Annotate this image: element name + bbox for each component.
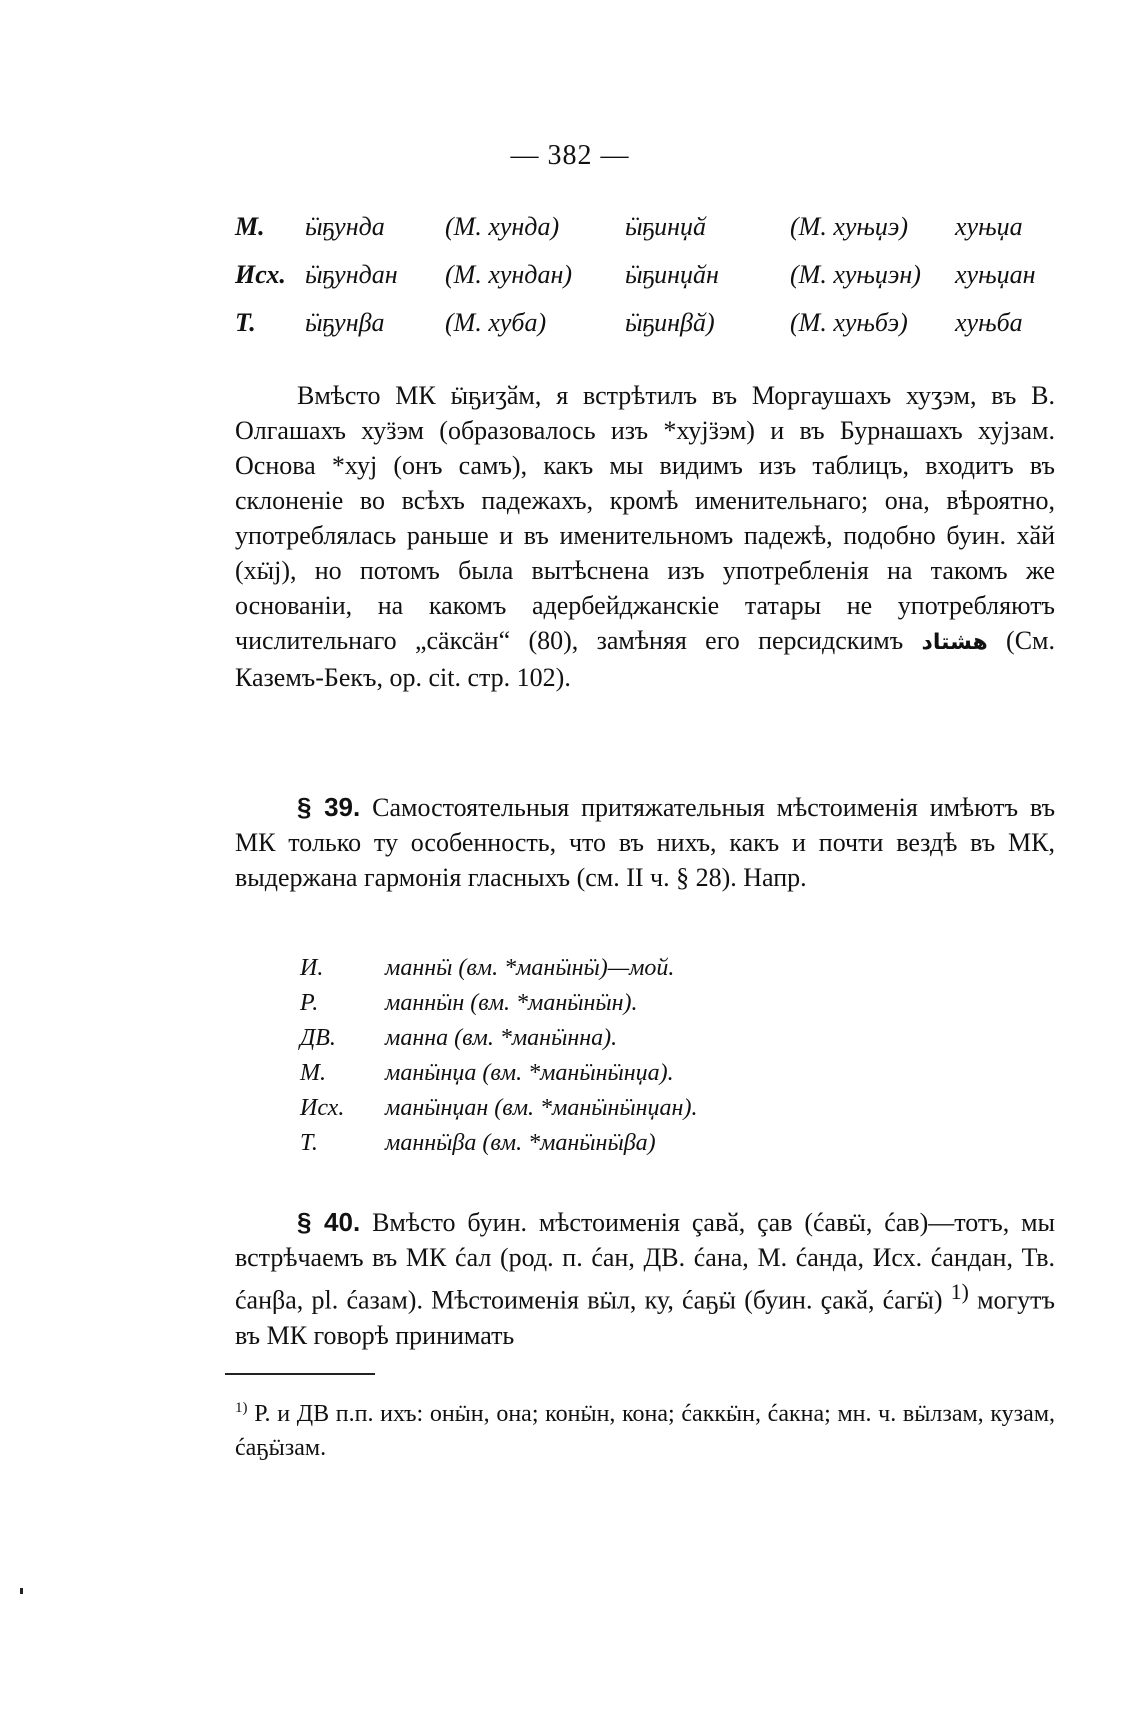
v-form: хуњџан bbox=[955, 260, 1036, 289]
m-form: (М. хуба) bbox=[445, 308, 547, 337]
m-form-2: (М. хуњбэ) bbox=[790, 308, 908, 337]
paragraph-1 bbox=[235, 378, 1055, 695]
mk-form: ӹҕунда bbox=[305, 212, 385, 241]
list-item bbox=[300, 955, 1000, 990]
section-40-text: Вмѣсто буин. мѣстоименія çавӑ, çав (ćавӹ, ćав)—тотъ, мы встрѣчаемъ въ МК ćал (род. п. ćан, ДВ. ćана, М. ćанда, Исх. ćандан, Тв. ćанβа, pl. ćазам). Мѣстоименія вӹл, ку, ćаҕӹ (буин. çакӑ, ćагӹ) bbox=[235, 1208, 1056, 1315]
case-label: Исх. bbox=[235, 260, 286, 289]
mk-form: ӹҕундан bbox=[305, 260, 398, 289]
mk-form-2: ӹҕинβӑ) bbox=[625, 308, 715, 337]
example-form: манӹнџан (вм. *манӹнӹнџан). bbox=[385, 1095, 698, 1121]
example-case: ДВ. bbox=[300, 1025, 336, 1051]
list-item bbox=[300, 1130, 1000, 1165]
example-case: И. bbox=[300, 955, 324, 981]
footnote bbox=[235, 1391, 1055, 1465]
scan-speck bbox=[20, 1588, 23, 1594]
footnote-reference: 1) bbox=[950, 1280, 969, 1304]
page-number: — 382 — bbox=[510, 140, 630, 171]
list-item bbox=[300, 1060, 1000, 1095]
example-form: маннӹн (вм. *манӹнӹн). bbox=[385, 990, 638, 1016]
paragraph-1-end: (См. Каземъ-Бекъ, op. cit. стр. 102). bbox=[235, 626, 1055, 692]
example-case: Исх. bbox=[300, 1095, 345, 1121]
example-form: манӹнџа (вм. *манӹнӹнџа). bbox=[385, 1060, 674, 1086]
footnote-divider bbox=[225, 1373, 375, 1375]
example-form: манна (вм. *манӹнна). bbox=[385, 1025, 618, 1051]
section-39-text: Самостоятельныя притяжательныя мѣстоименія имѣютъ въ МК только ту особенность, что въ нихъ, какъ и почти вездѣ въ МК, выдержана гармонія гласныхъ (см. II ч. § 28). Напр. bbox=[235, 793, 1056, 892]
example-case: М. bbox=[300, 1060, 326, 1086]
table-row bbox=[235, 308, 1055, 356]
example-form: маннӹβа (вм. *манӹнӹβа) bbox=[385, 1130, 656, 1156]
case-label: Т. bbox=[235, 308, 256, 337]
section-40-paragraph bbox=[235, 1205, 1055, 1353]
m-form-2: (М. хуњџэ) bbox=[790, 212, 909, 241]
mk-form-2: ӹҕинџӑ bbox=[625, 212, 707, 241]
footnote-mark: 1) bbox=[235, 1400, 248, 1416]
declension-table bbox=[235, 212, 1055, 356]
list-item bbox=[300, 1095, 1000, 1130]
list-item bbox=[300, 1025, 1000, 1060]
m-form-2: (М. хуњџэн) bbox=[790, 260, 921, 289]
example-case: Т. bbox=[300, 1130, 318, 1156]
v-form: хуњџа bbox=[955, 212, 1023, 241]
footnote-text: Р. и ДВ п.п. ихъ: онӹн, она; конӹн, кона; ćаккӹн, ćакна; мн. ч. вӹлзам, кузам, ćаҕӹзам. bbox=[235, 1401, 1056, 1461]
arabic-word: هشتاد bbox=[921, 630, 988, 655]
section-39-mark: § 39. bbox=[297, 792, 361, 822]
mk-form: ӹҕунβа bbox=[305, 308, 385, 337]
section-40-text-end: могутъ въ МК говорѣ принимать bbox=[235, 1285, 1055, 1350]
table-row bbox=[235, 212, 1055, 260]
mk-form-2: ӹҕинџӑн bbox=[625, 260, 719, 289]
example-list bbox=[300, 955, 1000, 1165]
paragraph-1-text: Вмѣсто МК ӹҕиӡӑм, я встрѣтилъ въ Моргаушахъ хуӡэм, въ В. Олгашахъ хуӟэм (образовалось изъ *хујӟэм) и въ Бурнашахъ хујзам. Основа *хуј (онъ самъ), какъ мы видимъ изъ таблицъ, входитъ въ склоненіе во всѣхъ падежахъ, кромѣ именительнаго; она, вѣроятно, употреблялась раньше и въ именительномъ падежѣ, подобно буин. хӑй (хӹј), но потомъ была вытѣснена изъ употребленія на такомъ же основаніи, на какомъ адербейджанскіе татары не употребляютъ числительнаго „сäксäн“ (80), замѣняя его персидскимъ bbox=[235, 381, 1055, 655]
section-39-paragraph bbox=[235, 790, 1055, 895]
example-case: Р. bbox=[300, 990, 319, 1016]
section-40-mark: § 40. bbox=[297, 1207, 361, 1237]
table-row bbox=[235, 260, 1055, 308]
m-form: (М. хундан) bbox=[445, 260, 573, 289]
example-form: маннӹ (вм. *манӹнӹ)—мой. bbox=[385, 955, 675, 981]
case-label: М. bbox=[235, 212, 265, 241]
m-form: (М. хунда) bbox=[445, 212, 560, 241]
v-form: хуњба bbox=[955, 308, 1023, 337]
list-item bbox=[300, 990, 1000, 1025]
